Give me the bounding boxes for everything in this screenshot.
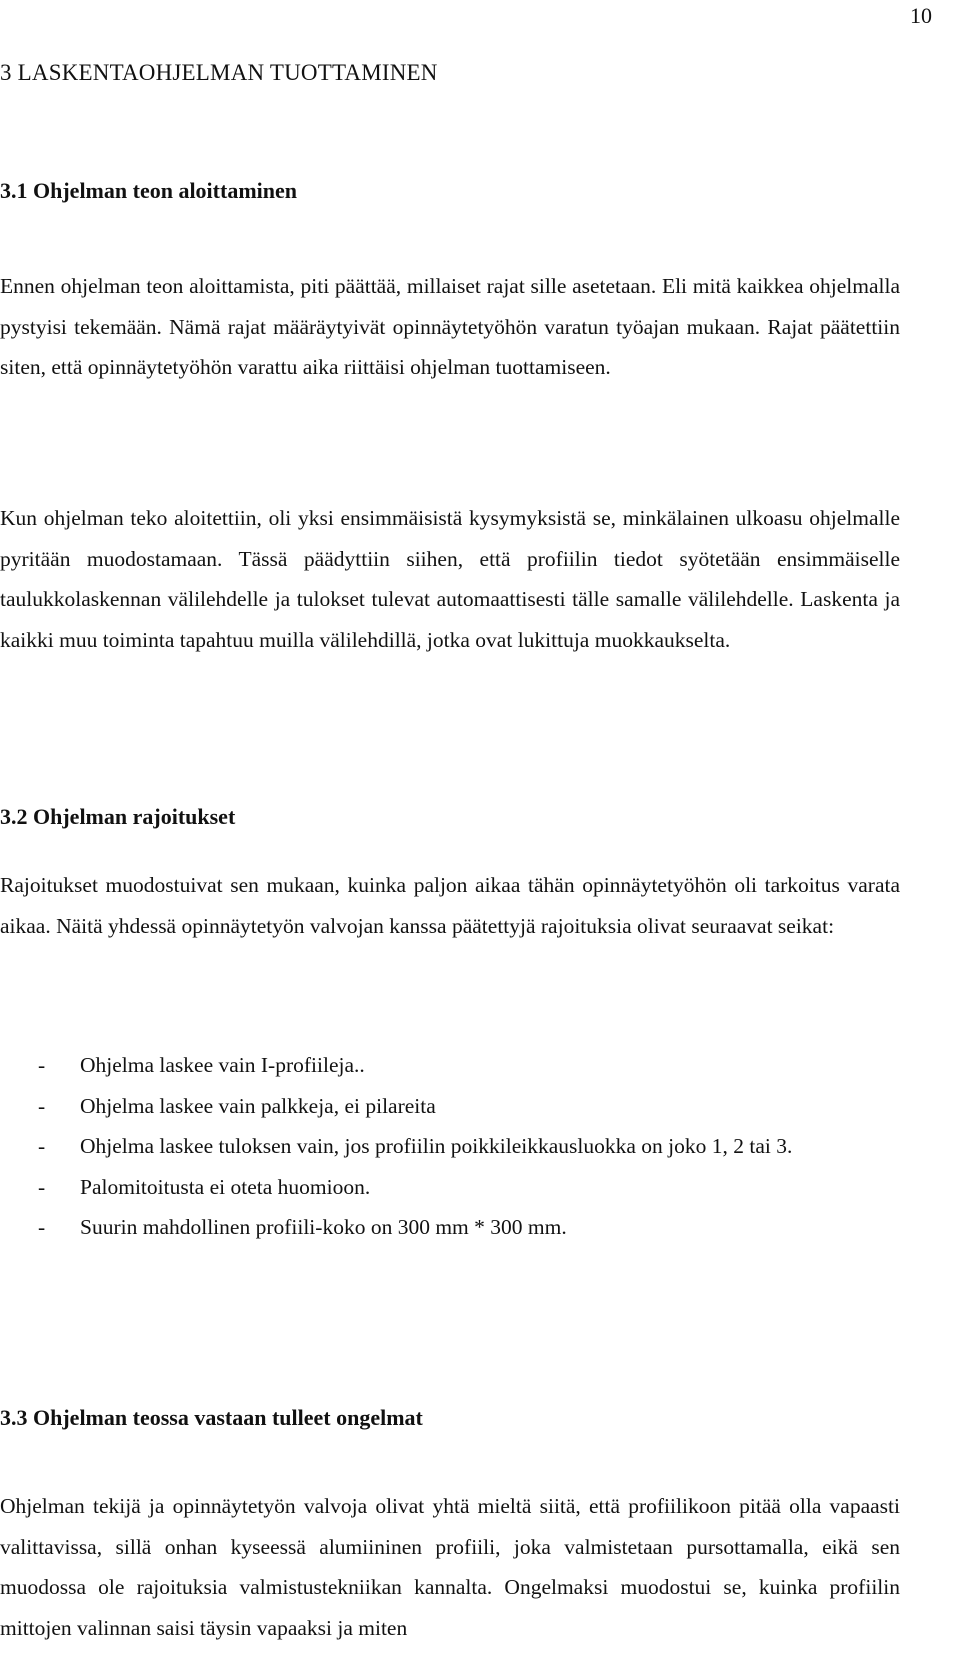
list-item-text: Ohjelma laskee vain palkkeja, ei pilareita — [80, 1093, 436, 1118]
section-title-3-1: 3.1 Ohjelman teon aloittaminen — [0, 178, 297, 203]
paragraph: Kun ohjelman teko aloitettiin, oli yksi ensimmäisistä kysymyksistä se, minkälainen ulkoasu ohjelmalle pyritään muodostamaan. Tässä päädyttiin siihen, että profiilin tiedot syötetään ensimmäiselle taulukkolaskennan välilehdelle ja tulokset tulevat automaattisesti tälle samalle välilehdelle. Laskenta ja kaikki muu toiminta tapahtuu muilla välilehdillä, jotka ovat lukittuja muokkaukselta. — [0, 506, 900, 652]
bullet-dash: - — [38, 1053, 46, 1077]
bullet-dash: - — [38, 1215, 46, 1239]
chapter-title: 3 LASKENTAOHJELMAN TUOTTAMINEN — [0, 60, 438, 85]
paragraph: Ennen ohjelman teon aloittamista, piti päättää, millaiset rajat sille asetetaan. Eli mitä kaikkea ohjelmalla pystyisi tekemään. Nämä rajat määräytyivät opinnäytetyöhön varatun työajan mukaan. Rajat päätettiin siten, että opinnäytetyöhön varattu aika riittäisi ohjelman tuottamiseen. — [0, 274, 900, 379]
list-item-text: Ohjelma laskee vain I-profiileja.. — [80, 1053, 365, 1077]
section-title-3-2: 3.2 Ohjelman rajoitukset — [0, 804, 236, 829]
list-item — [0, 1167, 900, 1208]
list-item-text: Palomitoitusta ei oteta huomioon. — [80, 1174, 371, 1199]
list-item-text: Ohjelma laskee tuloksen vain, jos profiilin poikkileikkausluokka on joko 1, 2 tai 3. — [80, 1134, 793, 1158]
section-title-3-3: 3.3 Ohjelman teossa vastaan tulleet ongelmat — [0, 1405, 423, 1430]
page-number: 10 — [910, 3, 932, 28]
list-item — [0, 1207, 900, 1248]
list-item-text: Suurin mahdollinen profiili-koko on 300 mm * 300 mm. — [80, 1215, 567, 1239]
limitations-list — [0, 1045, 900, 1248]
list-item — [0, 1045, 900, 1086]
list-item — [0, 1086, 900, 1127]
list-item — [0, 1126, 900, 1167]
bullet-dash: - — [38, 1134, 46, 1158]
bullet-dash: - — [38, 1093, 46, 1118]
bullet-dash: - — [38, 1174, 46, 1199]
paragraph: Ohjelman tekijä ja opinnäytetyön valvoja olivat yhtä mieltä siitä, että profiilikoon pitää olla vapaasti valittavissa, sillä onhan kyseessä alumiininen profiili, joka valmistetaan pursottamalla, eikä sen muodossa ole rajoituksia valmistustekniikan kannalta. Ongelmaksi muodostui se, kuinka profiilin mittojen valinnan saisi täysin vapaaksi ja miten — [0, 1494, 900, 1640]
paragraph: Rajoitukset muodostuivat sen mukaan, kuinka paljon aikaa tähän opinnäytetyöhön oli tarkoitus varata aikaa. Näitä yhdessä opinnäytetyön valvojan kanssa päätettyjä rajoituksia olivat seuraavat seikat: — [0, 873, 900, 938]
